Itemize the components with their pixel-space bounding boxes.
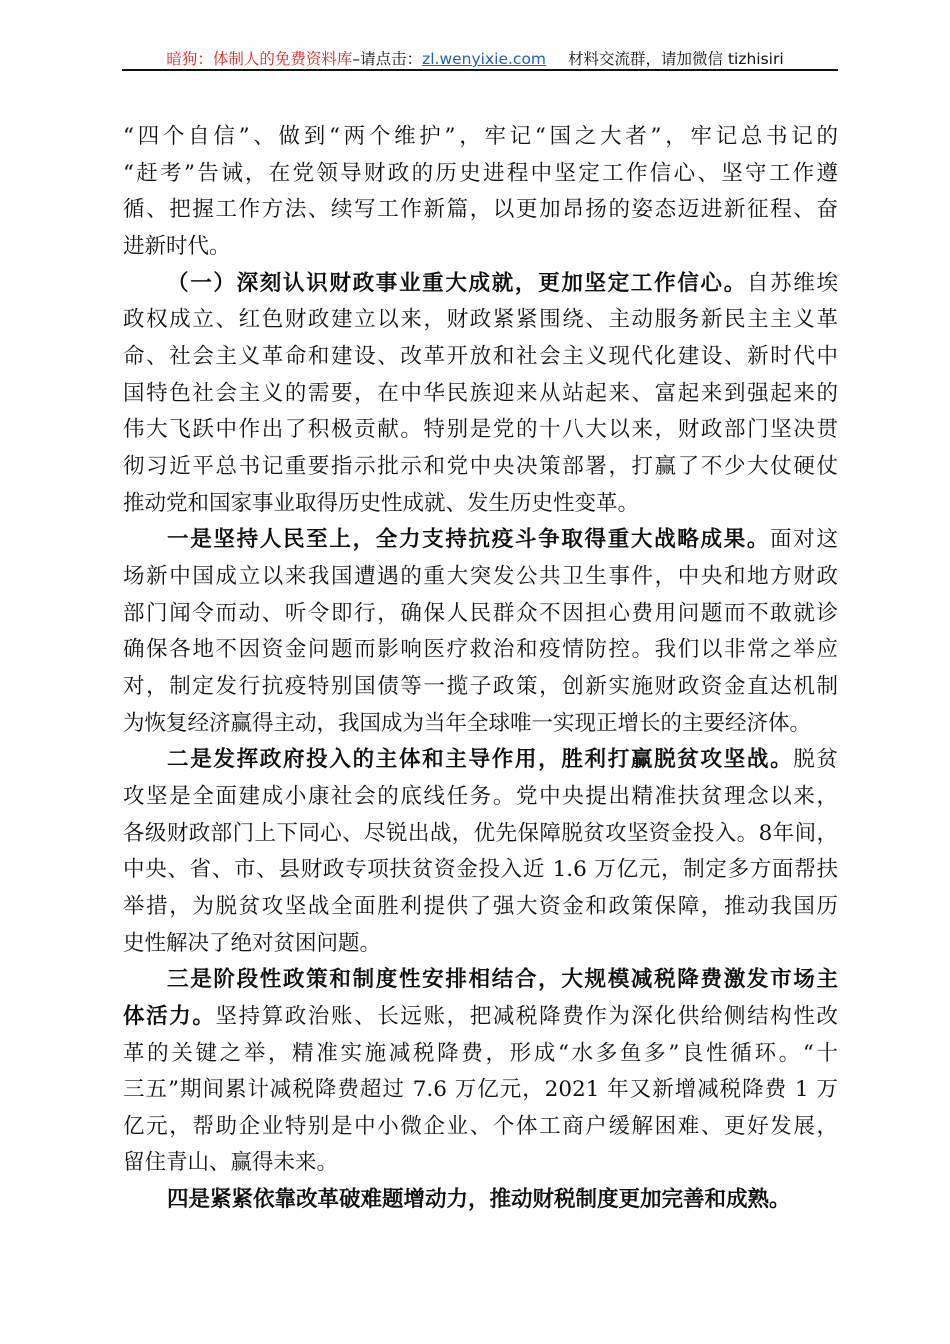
- site-name: 暗狗：体制人的免费资料库: [166, 50, 353, 68]
- text-line: [123, 855, 838, 885]
- body-text: 中央、省、市、县财政专项扶贫资金投入近 1.6 万亿元，制定多方面帮扶: [123, 857, 838, 883]
- text-line: [123, 929, 838, 959]
- body-text: 革的关键之举，精准实施减税降费，形成“水多鱼多”良性循环。“十: [123, 1040, 838, 1066]
- body-text: 留住青山、赢得未来。: [123, 1150, 339, 1176]
- text-line: [123, 1002, 838, 1032]
- click-prompt: –请点击：: [352, 50, 423, 68]
- body-text: 各级财政部门上下同心、尽锐出战，优先保障脱贫攻坚资金投入。8年间，: [123, 820, 838, 846]
- text-line: [167, 1185, 838, 1215]
- text-line: [123, 892, 838, 922]
- text-line: [123, 122, 838, 152]
- text-line: [123, 709, 838, 739]
- text-line: [123, 599, 838, 629]
- body-text: 史性解决了绝对贫困问题。: [123, 930, 382, 956]
- text-line: [123, 635, 838, 665]
- text-line: [123, 415, 838, 445]
- text-line: [123, 672, 838, 702]
- bold-heading-text: 二是发挥政府投入的主体和主导作用，胜利打赢脱贫攻坚战。: [167, 747, 794, 773]
- body-text: 坚持算政治账、长远账，把减税降费作为深化供给侧结构性改: [215, 1003, 838, 1029]
- body-text: 循、把握工作方法、续写工作新篇，以更加昂扬的姿态迈进新征程、奋: [123, 197, 838, 223]
- text-line: [123, 379, 838, 409]
- text-line: [123, 489, 838, 519]
- body-text: 举措，为脱贫攻坚战全面胜利提供了强大资金和政策保障，推动我国历: [123, 893, 838, 919]
- body-text: 攻坚是全面建成小康社会的底线任务。党中央提出精准扶贫理念以来，: [123, 783, 838, 809]
- body-text: 进新时代。: [123, 233, 231, 259]
- body-text: 为恢复经济赢得主动，我国成为当年全球唯一实现正增长的主要经济体。: [123, 710, 812, 736]
- body-text: 场新中国成立以来我国遭遇的重大突发公共卫生事件，中央和地方财政: [123, 563, 838, 589]
- body-text: 确保各地不因资金问题而影响医疗救治和疫情防控。我们以非常之举应: [123, 637, 838, 663]
- text-line: [123, 782, 838, 812]
- body-text: 命、社会主义革命和建设、改革开放和社会主义现代化建设、新时代中: [123, 343, 838, 369]
- body-text: 三五”期间累计减税降费超过 7.6 万亿元，2021 年又新增减税降费 1 万: [123, 1077, 838, 1103]
- body-text: 彻习近平总书记重要指示批示和党中央决策部署，打赢了不少大仗硬仗: [123, 453, 838, 479]
- body-text: 国特色社会主义的需要，在中华民族迎来从站起来、富起来到强起来的: [123, 380, 838, 406]
- text-line: [123, 159, 838, 189]
- body-text: “赶考”告诫，在党领导财政的历史进程中坚定工作信心、坚守工作遵: [123, 160, 838, 186]
- body-text: 对，制定发行抗疫特别国债等一揽子政策，创新实施财政资金直达机制: [123, 673, 838, 699]
- body-text: 政权成立、红色财政建立以来，财政紧紧围绕、主动服务新民主主义革: [123, 307, 838, 333]
- bold-heading-text: 三是阶段性政策和制度性安排相结合，大规模减税降费激发市场主: [167, 967, 838, 993]
- text-line: [123, 1039, 838, 1069]
- header-divider: [122, 69, 838, 71]
- bold-heading-text: 一是坚持人民至上，全力支持抗疫斗争取得重大战略成果。: [167, 527, 771, 553]
- text-line: [167, 745, 838, 775]
- body-text: 面对这: [770, 527, 838, 553]
- body-text: 推动党和国家事业取得历史性成就、发生历史性变革。: [123, 490, 640, 516]
- body-text: 自苏维埃: [746, 270, 838, 296]
- text-line: [123, 232, 838, 262]
- text-line: [123, 305, 838, 335]
- body-text: “四个自信”、做到“两个维护”，牢记“国之大者”，牢记总书记的: [123, 124, 838, 149]
- body-text: 伟大飞跃中作出了积极贡献。特别是党的十八大以来，财政部门坚决贯: [123, 417, 838, 443]
- text-line: [123, 1148, 838, 1178]
- text-line: [123, 452, 838, 482]
- text-line: [123, 342, 838, 372]
- site-link[interactable]: zl.wenyixie.com: [422, 50, 547, 68]
- text-line: [167, 269, 838, 299]
- body-text: 脱贫: [793, 747, 838, 773]
- text-line: [123, 1075, 838, 1105]
- body-text: 亿元，帮助企业特别是中小微企业、个体工商户缓解困难、更好发展，: [123, 1113, 838, 1139]
- text-line: [123, 562, 838, 592]
- text-line: [123, 1112, 838, 1142]
- text-line: [167, 525, 838, 555]
- bold-heading-text: 四是紧紧依靠改革破难题增动力，推动财税制度更加完善和成熟。: [167, 1187, 791, 1213]
- bold-heading-text: （一）深刻认识财政事业重大成就，更加坚定工作信心。: [167, 270, 747, 296]
- text-line: [123, 195, 838, 225]
- text-line: [167, 965, 838, 995]
- wechat-note: 材料交流群，请加微信 tizhisiri: [568, 50, 784, 68]
- body-text: 部门闻令而动、听令即行，确保人民群众不因担心费用问题而不敢就诊: [123, 600, 838, 626]
- bold-heading-text: 体活力。: [123, 1003, 216, 1029]
- text-line: [123, 819, 838, 849]
- page-header: [0, 47, 950, 69]
